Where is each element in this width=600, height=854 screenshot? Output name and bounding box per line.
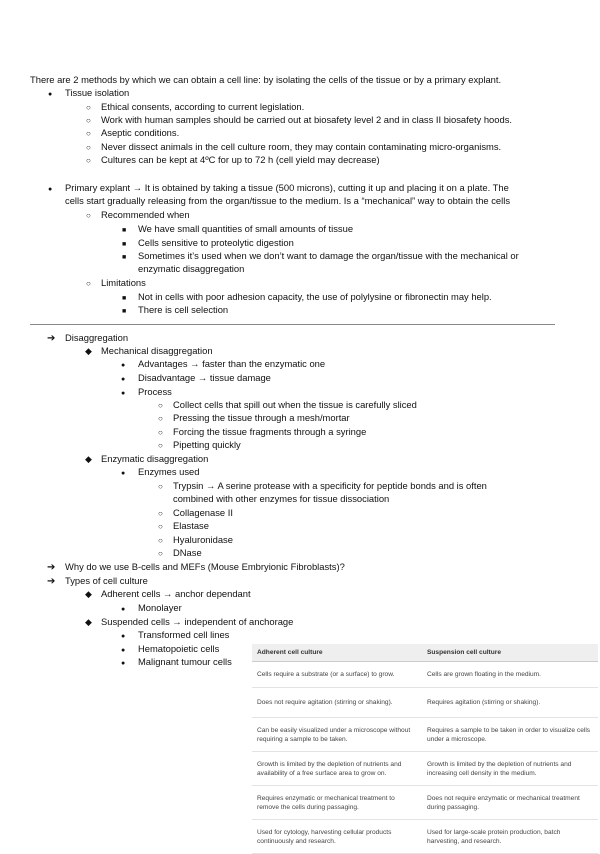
circle-bullet-icon [86, 114, 91, 127]
bullet-icon [121, 602, 125, 616]
list-item: Collect cells that spill out when the tissue is carefully sliced [173, 399, 417, 410]
table-cell: Used for cytology, harvesting cellular products continuously and research. [257, 828, 392, 845]
list-item: There is cell selection [138, 304, 229, 315]
table-row [252, 718, 598, 752]
diamond-bullet-icon [85, 453, 92, 465]
why-question: Why do we use B-cells and MEFs (Mouse Embryionic Fibroblasts)? [65, 561, 345, 572]
circle-bullet-icon [86, 127, 91, 140]
list-item: Aseptic conditions. [101, 127, 180, 138]
bullet-icon [121, 358, 125, 372]
list-item: Pressing the tissue through a mesh/mortar [173, 412, 350, 423]
table-cell: Can be easily visualized under a microscope without requiring a sample to be taken. [257, 726, 411, 743]
list-item-continuation: combined with other enzymes for tissue dissociation [173, 493, 390, 504]
list-item: Sometimes it’s used when we don’t want to damage the organ/tissue with the mechanical or [138, 250, 519, 261]
circle-bullet-icon [158, 399, 163, 412]
circle-bullet-icon [158, 507, 163, 520]
circle-bullet-icon [86, 141, 91, 154]
disaggregation-title: Disaggregation [65, 332, 129, 343]
diamond-bullet-icon [85, 616, 92, 628]
list-item: Never dissect animals in the cell culture room, they may contain contaminating micro-organisms. [101, 141, 502, 152]
arrow-bullet-icon [47, 575, 55, 588]
square-bullet-icon [122, 223, 126, 237]
arrow-bullet-icon [47, 561, 55, 574]
list-item: Malignant tumour cells [138, 656, 232, 667]
horizontal-divider [30, 324, 555, 325]
arrow-bullet-icon [47, 332, 55, 345]
enzymes-title: Enzymes used [138, 466, 200, 477]
square-bullet-icon [122, 304, 126, 318]
list-item: Pipetting quickly [173, 439, 241, 450]
list-item: Trypsin → A serine protease with a specificity for peptide bonds and is often [173, 480, 487, 491]
diamond-bullet-icon [85, 588, 92, 600]
table-cell: Requires enzymatic or mechanical treatment to remove the cells during passaging. [257, 794, 395, 811]
bullet-icon [121, 466, 125, 480]
recommended-title: Recommended when [101, 209, 190, 220]
column-header: Suspension cell culture [427, 649, 502, 656]
list-item: Hematopoietic cells [138, 643, 220, 654]
circle-bullet-icon [158, 439, 163, 452]
intro-text: There are 2 methods by which we can obtain a cell line: by isolating the cells of the tissue or by a primary explant. [30, 74, 502, 85]
list-item: Process [138, 386, 172, 397]
limitations-title: Limitations [101, 277, 146, 288]
primary-explant-line2: cells start gradually releasing from the organ/tissue to the medium. Is a “mechanical” way to obtain the cells [65, 195, 511, 206]
circle-bullet-icon [86, 277, 91, 290]
circle-bullet-icon [86, 101, 91, 114]
list-item: Monolayer [138, 602, 182, 613]
list-item: Cultures can be kept at 4ºC for up to 72 h (cell yield may decrease) [101, 154, 380, 165]
table-row [252, 752, 598, 786]
table-row [252, 820, 598, 854]
bullet-icon [121, 643, 125, 657]
list-item: DNase [173, 547, 202, 558]
table-cell: Does not require agitation (stirring or shaking). [257, 699, 393, 706]
primary-explant-line1: Primary explant → It is obtained by taking a tissue (500 microns), cutting it up and placing it on a plate. The [65, 182, 509, 193]
table-row [252, 786, 598, 820]
table-header [252, 644, 598, 662]
list-item: Not in cells with poor adhesion capacity, the use of polylysine or fibronectin may help. [138, 291, 492, 302]
enzymatic-title: Enzymatic disaggregation [101, 453, 209, 464]
list-item: Cells sensitive to proteolytic digestion [138, 237, 294, 248]
circle-bullet-icon [158, 412, 163, 425]
table-cell: Growth is limited by the depletion of nutrients and availability of a free surface area to grow on. [257, 760, 402, 777]
adherent-cells: Adherent cells → anchor dependant [101, 588, 251, 599]
circle-bullet-icon [158, 547, 163, 560]
square-bullet-icon [122, 237, 126, 251]
square-bullet-icon [122, 250, 126, 264]
list-item-continuation: enzymatic disaggregation [138, 263, 245, 274]
bullet-icon [48, 182, 52, 196]
suspended-cells: Suspended cells → independent of anchorage [101, 616, 294, 627]
circle-bullet-icon [158, 426, 163, 439]
tissue-isolation-title: Tissue isolation [65, 87, 130, 98]
table-cell: Does not require enzymatic or mechanical treatment during passaging. [427, 794, 580, 811]
bullet-icon [121, 656, 125, 670]
table-cell: Cells are grown floating in the medium. [427, 671, 541, 678]
circle-bullet-icon [158, 520, 163, 533]
types-title: Types of cell culture [65, 575, 148, 586]
list-item: We have small quantities of small amounts of tissue [138, 223, 354, 234]
table-cell: Growth is limited by the depletion of nutrients and increasing cell density in the medium. [427, 760, 572, 777]
column-header: Adherent cell culture [257, 649, 323, 656]
table-cell: Cells require a substrate (or a surface) to grow. [257, 671, 395, 678]
circle-bullet-icon [158, 480, 163, 493]
mechanical-title: Mechanical disaggregation [101, 345, 213, 356]
circle-bullet-icon [86, 154, 91, 167]
circle-bullet-icon [86, 209, 91, 222]
bullet-icon [121, 629, 125, 643]
list-item: Collagenase II [173, 507, 233, 518]
table-cell: Requires agitation (stirring or shaking). [427, 699, 541, 706]
bullet-icon [121, 386, 125, 400]
circle-bullet-icon [158, 534, 163, 547]
list-item: Hyaluronidase [173, 534, 233, 545]
table-row [252, 662, 598, 688]
comparison-table [252, 644, 598, 854]
bullet-icon [121, 372, 125, 386]
list-item: Advantages → faster than the enzymatic one [138, 358, 326, 369]
list-item: Work with human samples should be carried out at biosafety level 2 and in class II biosafety hoods. [101, 114, 512, 125]
list-item: Forcing the tissue fragments through a syringe [173, 426, 367, 437]
square-bullet-icon [122, 291, 126, 305]
list-item: Transformed cell lines [138, 629, 230, 640]
diamond-bullet-icon [85, 345, 92, 357]
list-item: Disadvantage → tissue damage [138, 372, 271, 383]
table-row [252, 688, 598, 718]
table-cell: Requires a sample to be taken in order to visualize cells under a microscope. [427, 726, 591, 743]
list-item: Elastase [173, 520, 209, 531]
list-item: Ethical consents, according to current legislation. [101, 101, 305, 112]
table-cell: Used for large-scale protein production, batch harvesting, and research. [427, 828, 561, 845]
bullet-icon [48, 87, 52, 101]
